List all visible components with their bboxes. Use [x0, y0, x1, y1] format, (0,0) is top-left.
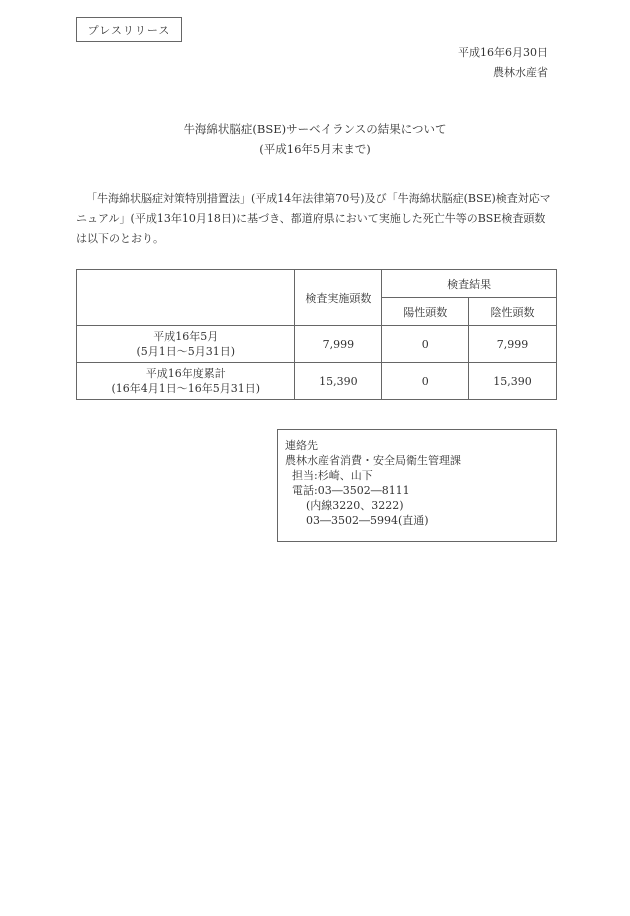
row-label-line2: (5月1日〜5月31日)	[136, 345, 236, 358]
cell-negative: 15,390	[469, 363, 557, 400]
contact-box	[277, 429, 557, 542]
cell-inspected: 7,999	[295, 326, 382, 363]
table-row	[77, 363, 557, 400]
row-label-line1: 平成16年度累計	[145, 367, 226, 380]
contact-heading: 連絡先	[285, 439, 318, 452]
results-table	[76, 269, 557, 400]
header-positive: 陽性頭数	[382, 298, 469, 326]
header-negative: 陰性頭数	[469, 298, 557, 326]
header-inspected: 検査実施頭数	[295, 270, 382, 326]
contact-extension: (内線3220、3222)	[285, 499, 404, 512]
press-release-label	[76, 17, 182, 42]
header-empty-cell	[77, 270, 295, 326]
cell-positive: 0	[382, 363, 469, 400]
contact-person: 担当:杉崎、山下	[285, 469, 373, 482]
press-release-text: プレスリリース	[87, 23, 171, 37]
contact-department: 農林水産省消費・安全局衛生管理課	[285, 454, 461, 467]
cell-positive: 0	[382, 326, 469, 363]
cell-inspected: 15,390	[295, 363, 382, 400]
document-title: 牛海綿状脳症(BSE)サーベイランスの結果について	[183, 122, 447, 136]
row-label	[77, 363, 295, 400]
table-header-row	[77, 270, 557, 298]
row-label-line2: (16年4月1日〜16年5月31日)	[111, 382, 261, 395]
row-label-line1: 平成16年5月	[153, 330, 219, 343]
release-date: 平成16年6月30日	[458, 46, 548, 59]
header-results: 検査結果	[382, 270, 557, 298]
contact-direct-phone: 03―3502―5994(直通)	[285, 514, 429, 527]
cell-negative: 7,999	[469, 326, 557, 363]
document-subtitle: (平成16年5月末まで)	[259, 142, 371, 156]
issuing-ministry: 農林水産省	[493, 66, 548, 79]
body-paragraph: 「牛海綿状脳症対策特別措置法」(平成14年法律第70号)及び「牛海綿状脳症(BSE)検査対応マニュアル」(平成13年10月18日)に基づき、都道府県において実施した死亡牛等のBSE検査頭数は以下のとおり。	[76, 192, 551, 245]
contact-phone: 電話:03―3502―8111	[285, 484, 410, 497]
table-row	[77, 326, 557, 363]
row-label	[77, 326, 295, 363]
